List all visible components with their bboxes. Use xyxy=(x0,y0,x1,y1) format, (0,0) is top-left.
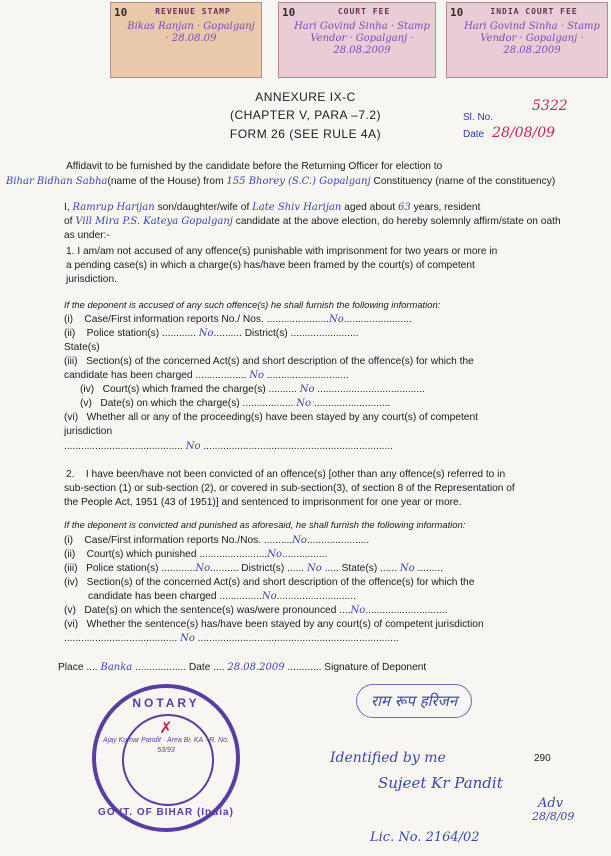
court-fee-stamp-2 xyxy=(446,2,608,78)
annexure-title: ANNEXURE IX-C xyxy=(255,90,356,104)
stamp-denomination: 10 xyxy=(450,6,464,19)
intro-house-line: Bihar Bidhan Sabha(name of the House) from 155 Bhorey (S.C.) Gopalganj Constituency (name of the constituency) xyxy=(6,176,556,187)
notary-seal-bottom: GOVT. OF BIHAR (India) xyxy=(98,807,234,818)
para1-line-2: a pending case(s) in which a charge(s) has/have been framed by the court(s) of competent xyxy=(66,260,475,271)
stamp-header: COURT FEE xyxy=(337,7,391,16)
accused-item-6c: .......................................... No ................................................................... xyxy=(64,441,393,452)
notary-seal xyxy=(92,684,240,832)
deponent-age: 63 xyxy=(398,202,411,213)
father-name: Late Shiv Harijan xyxy=(252,202,342,213)
notary-seal-top: NOTARY xyxy=(132,696,200,710)
deponent-under: as under:- xyxy=(64,230,110,241)
accused-note: If the deponent is accused of any such offence(s) he shall furnish the following information: xyxy=(64,299,441,310)
advocate-date: 28/8/09 xyxy=(532,810,575,823)
convicted-item-2: (ii) Court(s) which punished ........................No................ xyxy=(64,549,328,560)
notary-seal-middle: Ajay Kumar Pandit · Area Bi. KA · R. No. 53/93 xyxy=(103,737,229,754)
accused-item-5: (v) Date(s) on which the charge(s) .................. No ........................... xyxy=(80,398,391,409)
accused-item-6: (vi) Whether all or any of the proceeding(s) have been stayed by any court(s) of competent xyxy=(64,412,478,423)
stamp-header: INDIA COURT FEE xyxy=(490,7,578,16)
serial-number: 5322 xyxy=(532,98,568,114)
footer-line: Place .... Banka .................. Date .... 28.08.2009 ............ Signature of Deponent xyxy=(58,662,427,673)
revenue-stamp xyxy=(110,2,262,78)
deponent-signature: राम रूप हरिजन xyxy=(356,684,472,718)
advocate-name: Sujeet Kr Pandit xyxy=(378,774,503,792)
chapter-title: (CHAPTER V, PARA –7.2) xyxy=(229,108,382,122)
advocate-title: Adv xyxy=(538,796,564,811)
convicted-note: If the deponent is convicted and punished as aforesaid, he shall furnish the following information: xyxy=(64,519,466,530)
licence-number: Lic. No. 2164/02 xyxy=(370,830,480,845)
constituency-name: 155 Bhorey (S.C.) Gopalganj xyxy=(226,176,371,187)
para1-line-1: 1. I am/am not accused of any offence(s) punishable with imprisonment for two years or more in xyxy=(66,246,498,257)
place-value: Banka xyxy=(100,662,133,673)
accused-item-6b: jurisdiction xyxy=(64,426,113,437)
deponent-line-2: of Vill Mira P.S. Kateya Gopalganj candidate at the above election, do hereby solemnly affirm/state on oath xyxy=(64,216,561,227)
accused-item-4: (iv) Court(s) which framed the charge(s) .......... No ...................................... xyxy=(80,384,425,395)
deponent-line-1: I, Ramrup Harijan son/daughter/wife of Late Shiv Harijan aged about 63 years, resident xyxy=(64,202,481,213)
serial-date: Date 28/08/09 xyxy=(463,125,556,141)
identified-line: Identified by me xyxy=(330,750,446,766)
serial-label: Sl. No. xyxy=(463,112,494,123)
stamp-ink: Hari Govind Sinha · Stamp Vendor · Gopalganj · 28.08.2009 xyxy=(464,21,600,56)
stamp-header: REVENUE STAMP xyxy=(155,7,231,16)
convicted-item-1: (i) Case/First information reports No./Nos. ..........No...................... xyxy=(64,535,370,546)
form-title: FORM 26 (SEE RULE 4A) xyxy=(229,127,382,141)
court-fee-stamp-1 xyxy=(278,2,436,78)
convicted-item-4: (iv) Section(s) of the concerned Act(s) and short description of the offence(s) for which the xyxy=(64,577,475,588)
accused-item-2: (ii) Police station(s) ............ No.......... District(s) ........................ xyxy=(64,328,359,339)
convicted-item-3: (iii) Police station(s) ............No.......... District(s) ...... No ..... State(s) ...... No ......... xyxy=(64,563,443,574)
deponent-address: Vill Mira P.S. Kateya Gopalganj xyxy=(75,216,233,227)
accused-item-1: (i) Case/First information reports No./ Nos. ......................No........................ xyxy=(64,314,412,325)
house-name: Bihar Bidhan Sabha xyxy=(6,176,108,187)
stamp-ink: Bikas Ranjan · Gopalganj · 28.08.09 xyxy=(127,21,255,44)
para2-line-1: 2. I have been/have not been convicted of an offence(s) [other than any offence(s) referred to in xyxy=(66,469,506,480)
convicted-item-6b: ........................................ No ....................................................................... xyxy=(64,633,399,644)
accused-item-3b: candidate has been charged .................. No ............................. xyxy=(64,370,349,381)
stamp-denomination: 10 xyxy=(114,6,128,19)
convicted-item-5: (v) Date(s) on which the sentence(s) was/were pronounced ....No............................. xyxy=(64,605,448,616)
convicted-item-6: (vi) Whether the sentence(s) has/have been stayed by any court(s) of competent jurisdiction xyxy=(64,619,484,630)
stamp-ink: Hari Govind Sinha · Stamp Vendor · Gopalganj · 28.08.2009 xyxy=(294,21,430,56)
convicted-item-4b: candidate has been charged ...............No............................ xyxy=(88,591,356,602)
para1-line-3: jurisdiction. xyxy=(66,274,117,285)
intro-line: Affidavit to be furnished by the candidate before the Returning Officer for election to xyxy=(66,161,443,172)
para2-line-2: sub-section (1) or sub-section (2), or covered in sub-section(3), of section 8 of the Representation of xyxy=(64,483,515,494)
notary-mark-icon: ✗ xyxy=(159,718,173,737)
accused-item-3: (iii) Section(s) of the concerned Act(s) and short description of the offence(s) for which the xyxy=(64,356,474,367)
deponent-name: Ramrup Harijan xyxy=(72,202,155,213)
page-number: 290 xyxy=(534,753,551,764)
stamp-denomination: 10 xyxy=(282,6,296,19)
accused-item-2b: State(s) xyxy=(64,342,100,353)
date-value: 28.08.2009 xyxy=(227,662,285,673)
para2-line-3: the People Act, 1951 (43 of 1951)] and sentenced to imprisonment for one year or more. xyxy=(64,497,462,508)
